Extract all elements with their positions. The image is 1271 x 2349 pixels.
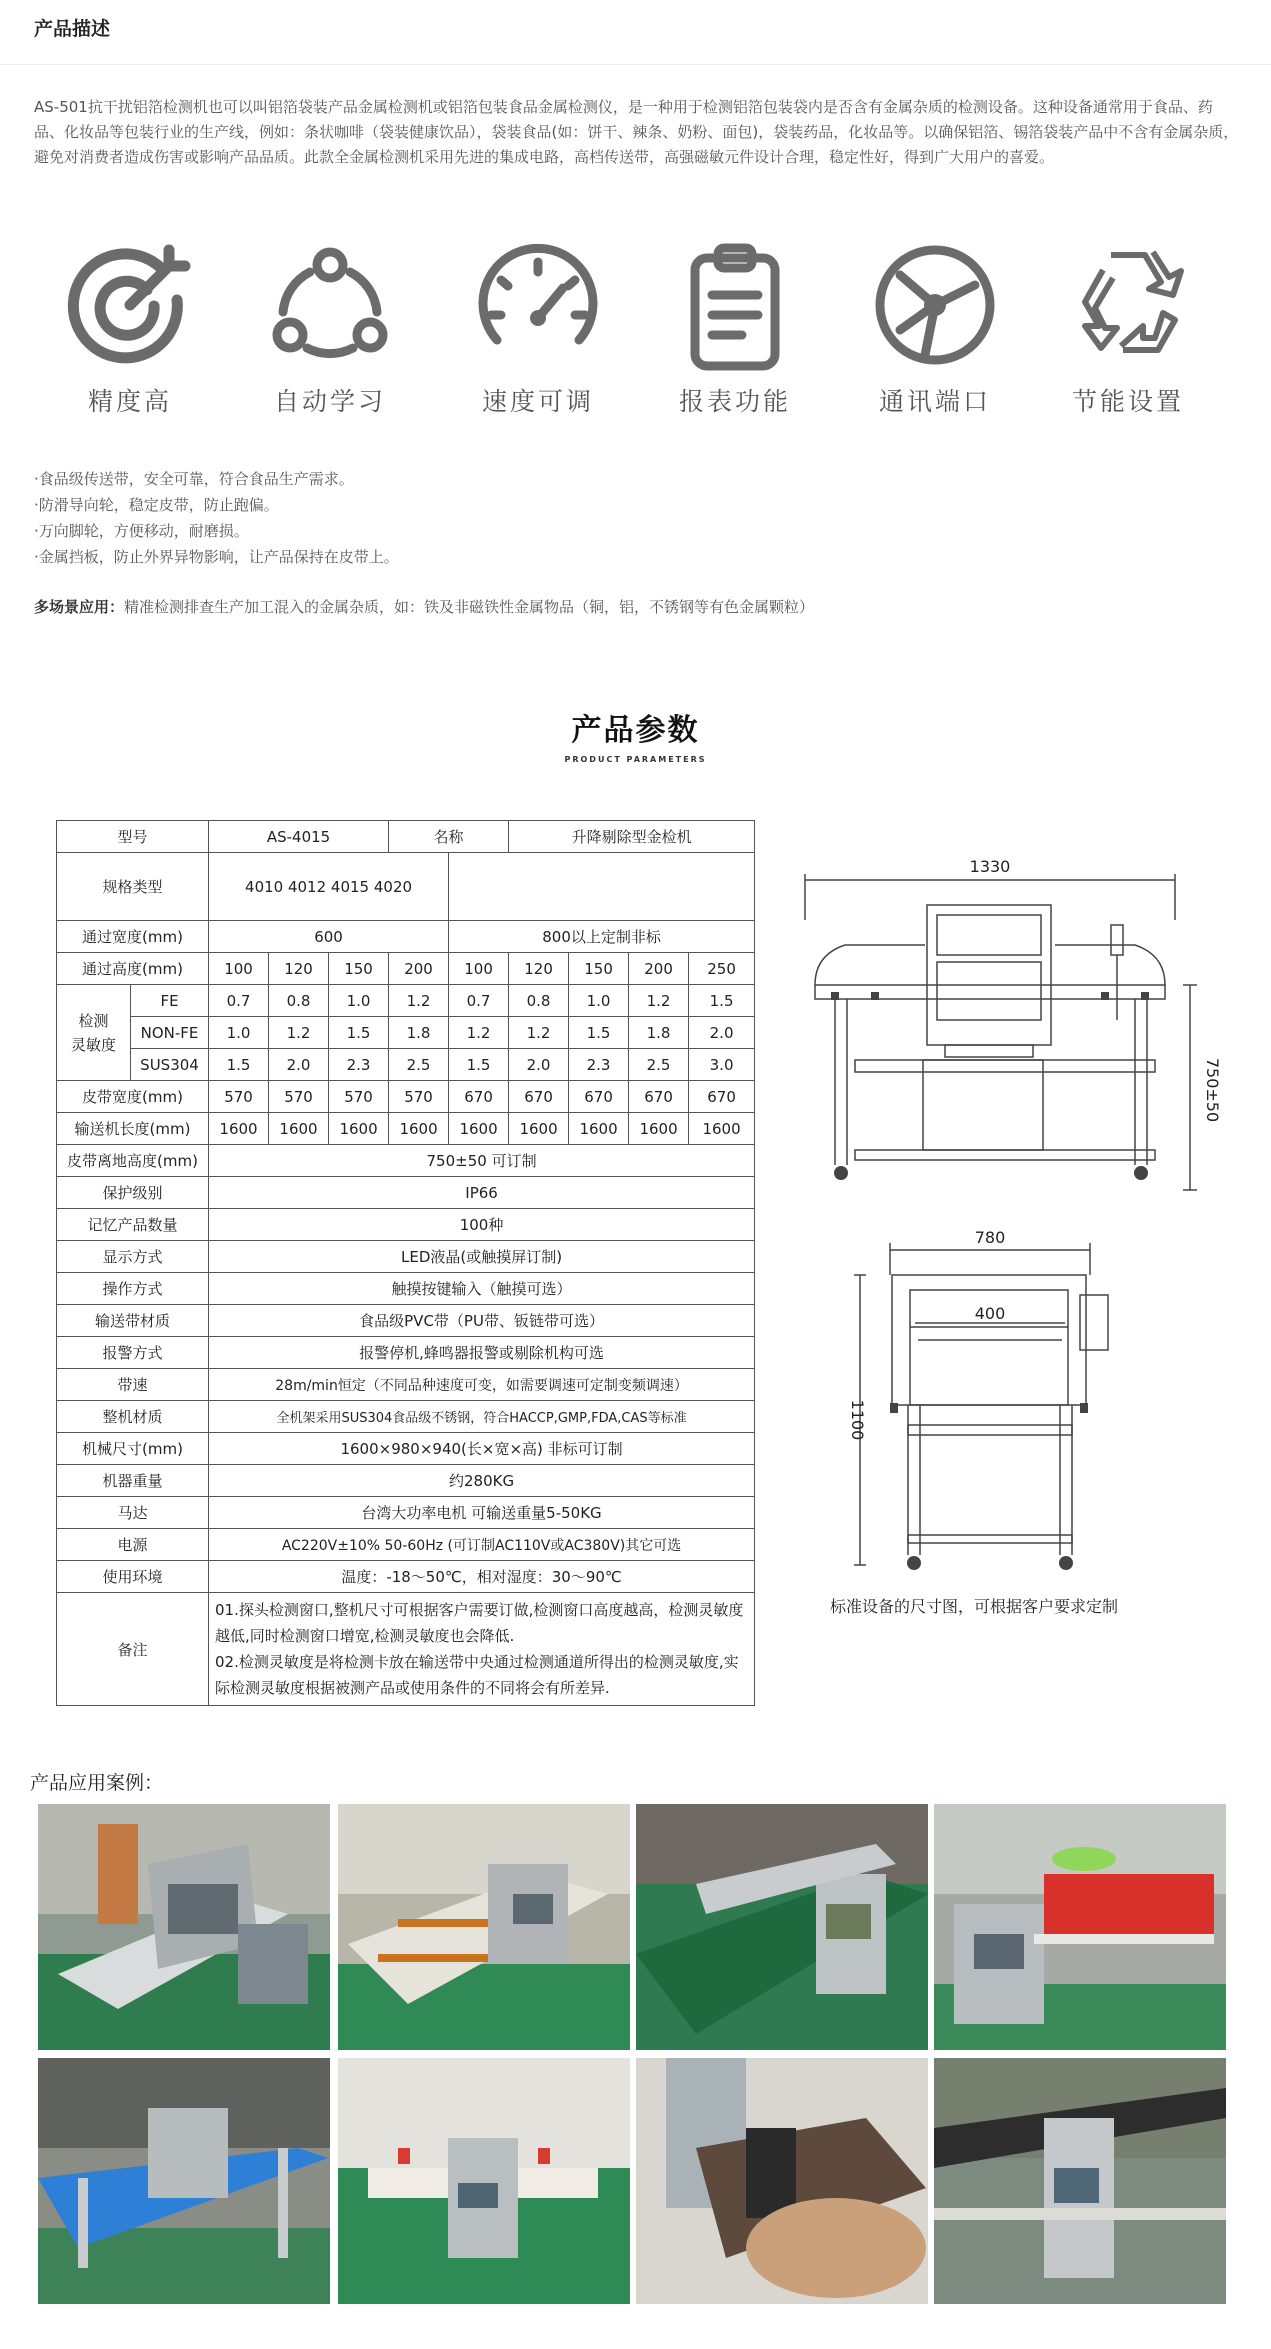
cell: 570 bbox=[389, 1081, 449, 1113]
table-row bbox=[57, 821, 755, 853]
cell: 1.2 bbox=[449, 1017, 509, 1049]
cell: 带速 bbox=[57, 1369, 209, 1401]
cell: 570 bbox=[209, 1081, 269, 1113]
bullet-item: ·万向脚轮，方便移动，耐磨损。 bbox=[34, 522, 249, 540]
cell: 2.0 bbox=[269, 1049, 329, 1081]
table-row bbox=[57, 1561, 755, 1593]
feature-report bbox=[660, 240, 810, 418]
cell: 0.8 bbox=[509, 985, 569, 1017]
cell: 800以上定制非标 bbox=[449, 921, 755, 953]
table-row bbox=[57, 1465, 755, 1497]
dimension-label: 1100 bbox=[848, 1399, 867, 1441]
cell: 整机材质 bbox=[57, 1401, 209, 1433]
table-row bbox=[57, 1049, 755, 1081]
feature-auto-learn bbox=[255, 240, 405, 418]
cell: 250 bbox=[689, 953, 755, 985]
feature-energy-saving bbox=[1053, 240, 1203, 418]
cell: 输送带材质 bbox=[57, 1305, 209, 1337]
table-row bbox=[57, 985, 755, 1017]
bullet-item: ·防滑导向轮，稳定皮带，防止跑偏。 bbox=[34, 496, 279, 514]
cell: 2.0 bbox=[509, 1049, 569, 1081]
cell: 2.3 bbox=[329, 1049, 389, 1081]
cell: 升降剔除型金检机 bbox=[509, 821, 755, 853]
cell: 1.2 bbox=[509, 1017, 569, 1049]
table-row bbox=[57, 1241, 755, 1273]
cell: 皮带离地高度(mm) bbox=[57, 1145, 209, 1177]
cell: 马达 bbox=[57, 1497, 209, 1529]
section-title: 产品描述 bbox=[34, 18, 111, 40]
cell: 1.0 bbox=[209, 1017, 269, 1049]
cell: 1.0 bbox=[569, 985, 629, 1017]
feature-label: 精度高 bbox=[87, 387, 172, 416]
feature-label: 通讯端口 bbox=[878, 387, 991, 416]
cell: 0.7 bbox=[449, 985, 509, 1017]
cell: 3.0 bbox=[689, 1049, 755, 1081]
cell: 100 bbox=[209, 953, 269, 985]
cell: 150 bbox=[569, 953, 629, 985]
cell: 670 bbox=[509, 1081, 569, 1113]
cell: 1.0 bbox=[329, 985, 389, 1017]
feature-label: 自动学习 bbox=[273, 387, 386, 416]
case-photo bbox=[636, 1804, 928, 2050]
dimension-label: 1330 bbox=[969, 857, 1011, 876]
cell: 操作方式 bbox=[57, 1273, 209, 1305]
cell: 规格类型 bbox=[57, 853, 209, 921]
cell: 备注 bbox=[57, 1593, 209, 1706]
cell: SUS304 bbox=[131, 1049, 209, 1081]
scenario-text: 精准检测排查生产加工混入的金属杂质，如：铁及非磁铁性金属物品（铜，铝，不锈钢等有色金属颗粒） bbox=[124, 598, 815, 616]
case-photo bbox=[934, 2058, 1226, 2304]
cell: 通过高度(mm) bbox=[57, 953, 209, 985]
cell: 1.5 bbox=[449, 1049, 509, 1081]
cell: 台湾大功率电机 可输送重量5-50KG bbox=[209, 1497, 755, 1529]
cell: 通过宽度(mm) bbox=[57, 921, 209, 953]
cell: 型号 bbox=[57, 821, 209, 853]
table-row bbox=[57, 1017, 755, 1049]
cell: 1600 bbox=[569, 1113, 629, 1145]
cell: 100 bbox=[449, 953, 509, 985]
cell: 1600 bbox=[629, 1113, 689, 1145]
table-row bbox=[57, 1529, 755, 1561]
table-row bbox=[57, 1177, 755, 1209]
feature-precision bbox=[55, 240, 205, 418]
cell: 全机架采用SUS304食品级不锈钢，符合HACCP,GMP,FDA,CAS等标准 bbox=[209, 1401, 755, 1433]
cell: NON-FE bbox=[131, 1017, 209, 1049]
table-row bbox=[57, 1497, 755, 1529]
params-subtitle: PRODUCT PARAMETERS bbox=[564, 755, 707, 764]
case-photo bbox=[38, 2058, 330, 2304]
case-photo bbox=[338, 1804, 630, 2050]
cell: 2.5 bbox=[389, 1049, 449, 1081]
feature-label: 速度可调 bbox=[481, 387, 594, 416]
side-view-drawing bbox=[840, 1228, 1130, 1585]
cell: 触摸按键输入（触摸可选） bbox=[209, 1273, 755, 1305]
table-row bbox=[57, 1273, 755, 1305]
cell: 570 bbox=[269, 1081, 329, 1113]
cell: 1.8 bbox=[389, 1017, 449, 1049]
cell: AS-4015 bbox=[209, 821, 389, 853]
cell: IP66 bbox=[209, 1177, 755, 1209]
cell: 皮带宽度(mm) bbox=[57, 1081, 209, 1113]
bullet-item: ·金属挡板，防止外界异物影响，让产品保持在皮带上。 bbox=[34, 548, 399, 566]
cell: 电源 bbox=[57, 1529, 209, 1561]
cell: 1.8 bbox=[629, 1017, 689, 1049]
drawing-caption: 标准设备的尺寸图，可根据客户要求定制 bbox=[830, 1597, 1119, 1616]
cell: 1.2 bbox=[389, 985, 449, 1017]
recycle-icon bbox=[1063, 240, 1193, 370]
cell: 1.2 bbox=[629, 985, 689, 1017]
table-row bbox=[57, 1305, 755, 1337]
network-globe-icon bbox=[870, 240, 1000, 370]
cell: 750±50 可订制 bbox=[209, 1145, 755, 1177]
spec-table bbox=[56, 820, 755, 1706]
cell: 1600 bbox=[689, 1113, 755, 1145]
table-row bbox=[57, 921, 755, 953]
params-title: 产品参数 bbox=[571, 713, 700, 748]
dimension-label: 750±50 bbox=[1203, 1057, 1222, 1123]
case-photo bbox=[38, 1804, 330, 2050]
cell: 200 bbox=[629, 953, 689, 985]
cell: 1.5 bbox=[569, 1017, 629, 1049]
note-line: 02.检测灵敏度是将检测卡放在输送带中央通过检测通道所得出的检测灵敏度,实际检测灵敏度根据被测产品或使用条件的不同将会有所差异. bbox=[215, 1653, 739, 1697]
cases-title: 产品应用案例： bbox=[30, 1772, 164, 1794]
cell: 1.5 bbox=[209, 1049, 269, 1081]
cell: 检测 灵敏度 bbox=[57, 985, 131, 1081]
cell: 使用环境 bbox=[57, 1561, 209, 1593]
table-row bbox=[57, 1369, 755, 1401]
cell: 1600 bbox=[449, 1113, 509, 1145]
cell: 1.5 bbox=[329, 1017, 389, 1049]
bullet-item: ·食品级传送带，安全可靠，符合食品生产需求。 bbox=[34, 470, 354, 488]
cell: 1600 bbox=[209, 1113, 269, 1145]
product-description: AS-501抗干扰铝箔检测机也可以叫铝箔袋装产品金属检测机或铝箔包装食品金属检测仪，是一种用于检测铝箔包装袋内是否含有金属杂质的检测设备。这种设备通常用于食品、药品、化妆品等包装行业的生产线，例如：条状咖啡（袋装健康饮品），袋装食品(如：饼干、辣条、奶粉、面包)，袋装药品，化妆品等。以确保铝箔、锡箔袋装产品中不含有金属杂质，避免对消费者造成伤害或影响产品品质。此款全金属检测机采用先进的集成电路，高档传送带，高强磁敏元件设计合理，稳定性好，得到广大用户的喜爱。 bbox=[34, 98, 1239, 166]
dimension-label: 780 bbox=[974, 1228, 1006, 1247]
note-cell bbox=[209, 1593, 755, 1706]
cell: 200 bbox=[389, 953, 449, 985]
feature-comm-port bbox=[860, 240, 1010, 418]
table-row bbox=[57, 853, 755, 921]
case-photo bbox=[338, 2058, 630, 2304]
feature-speed bbox=[463, 240, 613, 418]
cell: 机械尺寸(mm) bbox=[57, 1433, 209, 1465]
cell: AC220V±10% 50-60Hz (可订制AC110V或AC380V)其它可选 bbox=[209, 1529, 755, 1561]
cell: 1600 bbox=[329, 1113, 389, 1145]
case-photo bbox=[636, 2058, 928, 2304]
feature-icons-row bbox=[55, 240, 1215, 430]
cell: 温度：-18～50℃，相对湿度：30～90℃ bbox=[209, 1561, 755, 1593]
table-row bbox=[57, 1081, 755, 1113]
cell: 名称 bbox=[389, 821, 509, 853]
cell: 1.5 bbox=[689, 985, 755, 1017]
cell bbox=[449, 853, 755, 921]
cell: 1600 bbox=[389, 1113, 449, 1145]
cell: 报警停机,蜂鸣器报警或剔除机构可选 bbox=[209, 1337, 755, 1369]
cell: 2.3 bbox=[569, 1049, 629, 1081]
cell: 670 bbox=[569, 1081, 629, 1113]
cell: 1600 bbox=[269, 1113, 329, 1145]
cell: 670 bbox=[449, 1081, 509, 1113]
scenario-line bbox=[34, 596, 814, 617]
cell: 0.7 bbox=[209, 985, 269, 1017]
cell: 2.5 bbox=[629, 1049, 689, 1081]
cell: 2.0 bbox=[689, 1017, 755, 1049]
table-row bbox=[57, 1113, 755, 1145]
cell: 600 bbox=[209, 921, 449, 953]
cell: 150 bbox=[329, 953, 389, 985]
cell: 120 bbox=[269, 953, 329, 985]
table-row bbox=[57, 1433, 755, 1465]
cell: FE bbox=[131, 985, 209, 1017]
cell: 0.8 bbox=[269, 985, 329, 1017]
cell: 1600×980×940(长×宽×高) 非标可订制 bbox=[209, 1433, 755, 1465]
cell: 机器重量 bbox=[57, 1465, 209, 1497]
case-photo bbox=[934, 1804, 1226, 2050]
cell: 输送机长度(mm) bbox=[57, 1113, 209, 1145]
cell: 约280KG bbox=[209, 1465, 755, 1497]
cell: 570 bbox=[329, 1081, 389, 1113]
cell: 报警方式 bbox=[57, 1337, 209, 1369]
table-row bbox=[57, 1145, 755, 1177]
feature-label: 报表功能 bbox=[678, 387, 791, 416]
table-row bbox=[57, 1593, 755, 1706]
feature-bullets bbox=[34, 466, 399, 570]
cell: 1600 bbox=[509, 1113, 569, 1145]
cell: 100种 bbox=[209, 1209, 755, 1241]
cell: LED液晶(或触摸屏订制) bbox=[209, 1241, 755, 1273]
cell: 显示方式 bbox=[57, 1241, 209, 1273]
note-line: 01.探头检测窗口,整机尺寸可根据客户需要订做,检测窗口高度越高，检测灵敏度越低,同时检测窗口增宽,检测灵敏度也会降低. bbox=[215, 1601, 744, 1645]
cell: 670 bbox=[689, 1081, 755, 1113]
cell: 保护级别 bbox=[57, 1177, 209, 1209]
auto-learn-icon bbox=[265, 240, 395, 370]
front-view-drawing bbox=[795, 857, 1222, 1200]
speedometer-icon bbox=[473, 240, 603, 370]
table-row bbox=[57, 1337, 755, 1369]
cell: 记忆产品数量 bbox=[57, 1209, 209, 1241]
section-header bbox=[0, 0, 1271, 65]
cell: 1.2 bbox=[269, 1017, 329, 1049]
table-row bbox=[57, 1209, 755, 1241]
params-heading bbox=[0, 705, 1271, 764]
cell: 120 bbox=[509, 953, 569, 985]
dimension-label: 400 bbox=[974, 1304, 1006, 1323]
feature-label: 节能设置 bbox=[1071, 387, 1184, 416]
cell: 食品级PVC带（PU带、钣链带可选） bbox=[209, 1305, 755, 1337]
table-row bbox=[57, 953, 755, 985]
cell: 28m/min恒定（不同品种速度可变，如需要调速可定制变频调速） bbox=[209, 1369, 755, 1401]
scenario-label: 多场景应用： bbox=[34, 598, 125, 616]
cell: 670 bbox=[629, 1081, 689, 1113]
target-icon bbox=[65, 240, 195, 370]
table-row bbox=[57, 1401, 755, 1433]
cell: 4010 4012 4015 4020 bbox=[209, 853, 449, 921]
clipboard-report-icon bbox=[670, 240, 800, 370]
